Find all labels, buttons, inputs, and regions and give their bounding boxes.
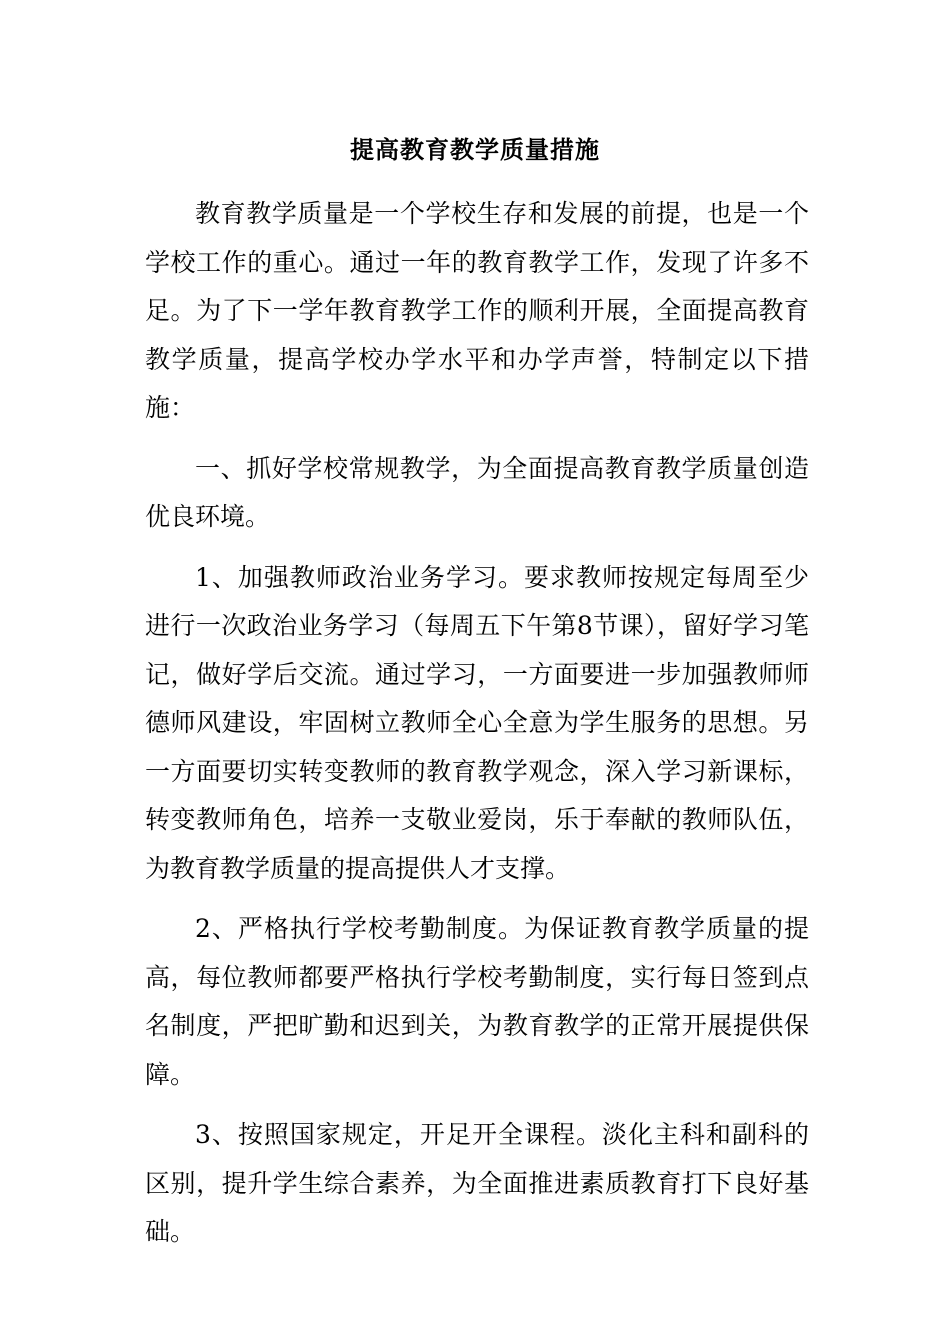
document-title: 提高教育教学质量措施 [350,135,600,164]
paragraph-item-2: 2、严格执行学校考勤制度。为保证教育教学质量的提高，每位教师都要严格执行学校考勤制度，实行每日签到点名制度，严把旷勤和迟到关，为教育教学的正常开展提供保障。 [145,914,809,1089]
paragraph-item-3: 3、按照国家规定，开足开全课程。淡化主科和副科的区别，提升学生综合素养，为全面推进素质教育打下良好基础。 [145,1120,809,1246]
paragraph-intro: 教育教学质量是一个学校生存和发展的前提，也是一个学校工作的重心。通过一年的教育教学工作，发现了许多不足。为了下一学年教育教学工作的顺利开展，全面提高教育教学质量，提高学校办学水平和办学声誉，特制定以下措施： [145,199,809,422]
document-body [145,190,809,1257]
paragraph-item-1: 1、加强教师政治业务学习。要求教师按规定每周至少进行一次政治业务学习（每周五下午第8节课），留好学习笔记，做好学后交流。通过学习，一方面要进一步加强教师师德师风建设，牢固树立教师全心全意为学生服务的思想。另一方面要切实转变教师的教育教学观念，深入学习新课标，转变教师角色，培养一支敬业爱岗，乐于奉献的教师队伍，为教育教学质量的提高提供人才支撑。 [145,562,809,883]
paragraph-section-1-heading: 一、抓好学校常规教学，为全面提高教育教学质量创造优良环境。 [145,453,809,531]
